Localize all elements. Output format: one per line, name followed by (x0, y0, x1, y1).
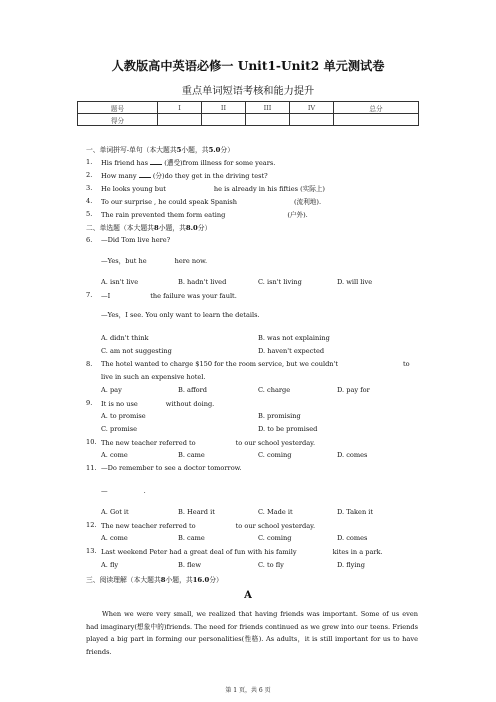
q6-option-d[interactable]: D. will live (337, 278, 373, 286)
question-7-number: 7. (86, 291, 93, 299)
question-13-stem: Last weekend Peter had a great deal of fun with his family kites in a park. (101, 548, 383, 556)
q9-option-b[interactable]: B. promising (258, 412, 301, 420)
answer-blank[interactable] (108, 486, 144, 493)
q11-option-d[interactable]: D. Taken it (337, 508, 374, 516)
q11-option-a[interactable]: A. Got it (101, 508, 129, 516)
question-6-stem: —Did Tom live here? (101, 236, 171, 244)
answer-blank[interactable] (166, 184, 214, 191)
q8-option-b[interactable]: B. afford (178, 386, 207, 394)
q8-option-a[interactable]: A. pay (101, 386, 122, 394)
question-6-number: 6. (86, 236, 93, 244)
question-1-text: His friend has (遭受)from illness for some years. (101, 159, 276, 167)
question-6-reply: —Yes，but he here now. (101, 257, 208, 265)
question-11-number: 11. (86, 464, 97, 472)
document-title: 人教版高中英语必修一 Unit1-Unit2 单元测试卷 (111, 59, 385, 73)
question-9-number: 9. (86, 399, 93, 407)
q10-option-d[interactable]: D. comes (337, 451, 368, 459)
q8-option-d[interactable]: D. pay for (337, 386, 370, 394)
question-11-stem: —Do remember to see a doctor tomorrow. (101, 464, 242, 472)
q8-option-c[interactable]: C. charge (258, 386, 291, 394)
answer-blank[interactable] (196, 521, 236, 528)
q10-option-a[interactable]: A. come (101, 451, 128, 459)
score-header-cell: 题号 (78, 102, 158, 114)
question-2-text: How many (分)do they get in the driving test? (101, 172, 268, 180)
score-table (77, 101, 419, 126)
question-9-stem: It is no use without doing. (101, 400, 215, 408)
question-13-number: 13. (86, 547, 97, 555)
section1-heading: 一、单词拼写-单句（本大题共5小题，共5.0分） (86, 146, 234, 154)
section3-heading: 三、阅读理解（本大题共8小题，共16.0分） (86, 576, 223, 584)
q6-option-c[interactable]: C. isn't living (258, 278, 302, 286)
score-header-cell: IV (290, 102, 334, 114)
question-4-text: To our surprise , he could speak Spanish (流利地). (101, 198, 322, 206)
q7-option-a[interactable]: A. didn't think (101, 334, 149, 342)
score-cell[interactable] (334, 114, 419, 126)
question-11-reply: — . (101, 487, 146, 495)
question-4: 4. (86, 197, 93, 205)
question-7-stem: —I the failure was your fault. (101, 292, 237, 300)
answer-blank[interactable] (196, 438, 236, 445)
q6-option-b[interactable]: B. hadn't lived (178, 278, 227, 286)
question-8-stem-2: live in such an expensive hotel. (101, 373, 206, 381)
question-7-reply: —Yes，I see. You only want to learn the details. (101, 311, 260, 319)
q7-option-b[interactable]: B. was not explaining (258, 334, 330, 342)
q9-option-a[interactable]: A. to promise (101, 412, 146, 420)
q12-option-a[interactable]: A. come (101, 534, 128, 542)
answer-blank[interactable] (147, 256, 175, 263)
passage-label: A (244, 590, 252, 601)
q7-option-c[interactable]: C. am not suggesting (101, 347, 172, 355)
answer-blank[interactable] (138, 399, 166, 406)
score-table-header-row (78, 102, 419, 114)
score-row-label: 得分 (78, 114, 158, 126)
q9-option-d[interactable]: D. to be promised (258, 425, 318, 433)
question-12-stem: The new teacher referred to to our school yesterday. (101, 522, 316, 530)
score-header-cell: 总分 (334, 102, 419, 114)
question-1: 1. (86, 158, 93, 166)
q9-option-c[interactable]: C. promise (101, 425, 137, 433)
question-8-number: 8. (86, 360, 93, 368)
q13-option-d[interactable]: D. flying (337, 561, 365, 569)
question-5-text: The rain prevented them form eating (户外). (101, 211, 308, 219)
q12-option-d[interactable]: D. comes (337, 534, 368, 542)
question-8-stem: The hotel wanted to charge $150 for the room service, but we couldn't (101, 360, 338, 368)
q10-option-c[interactable]: C. coming (258, 451, 292, 459)
section2-heading: 二、单选题（本大题共8小题，共8.0分） (86, 224, 212, 232)
passage-paragraph: When we were very small, we realized that having friends was important. Some of us even had imaginary(想象中的)friends. The need for friends continued as we grew into our teens. Friends played a big part in forming our personalities(性格). As adults，it is still important for us to have friends. (86, 610, 418, 656)
score-cell[interactable] (290, 114, 334, 126)
answer-blank[interactable] (139, 171, 151, 178)
question-10-stem: The new teacher referred to to our school yesterday. (101, 439, 316, 447)
score-header-cell: I (158, 102, 202, 114)
answer-blank[interactable] (150, 158, 162, 165)
document-subtitle: 重点单词短语考核和能力提升 (181, 86, 315, 97)
question-10-number: 10. (86, 438, 97, 446)
score-cell[interactable] (246, 114, 290, 126)
q13-option-c[interactable]: C. to fly (258, 561, 284, 569)
q13-option-b[interactable]: B. flew (178, 561, 201, 569)
answer-blank[interactable] (297, 547, 333, 554)
answer-blank[interactable] (225, 210, 287, 217)
question-12-number: 12. (86, 521, 97, 529)
q7-option-d[interactable]: D. haven't expected (258, 347, 325, 355)
q12-option-c[interactable]: C. coming (258, 534, 292, 542)
q11-option-b[interactable]: B. Heard it (178, 508, 215, 516)
question-8-stem-end: to (403, 360, 410, 368)
question-3: 3. (86, 184, 93, 192)
answer-blank[interactable] (110, 291, 150, 298)
question-5: 5. (86, 210, 93, 218)
q11-option-c[interactable]: C. Made it (258, 508, 293, 516)
q6-option-a[interactable]: A. isn't live (101, 278, 139, 286)
score-header-cell: II (202, 102, 246, 114)
q12-option-b[interactable]: B. came (178, 534, 205, 542)
score-header-cell: III (246, 102, 290, 114)
q10-option-b[interactable]: B. came (178, 451, 205, 459)
q13-option-a[interactable]: A. fly (101, 561, 119, 569)
score-table-score-row (78, 114, 419, 126)
page-footer: 第 1 页，共 6 页 (225, 687, 271, 694)
score-cell[interactable] (202, 114, 246, 126)
question-2: 2. (86, 171, 93, 179)
question-3-text: He looks young but he is already in his fifties (实际上) (101, 185, 325, 193)
score-cell[interactable] (158, 114, 202, 126)
answer-blank[interactable] (237, 197, 294, 204)
